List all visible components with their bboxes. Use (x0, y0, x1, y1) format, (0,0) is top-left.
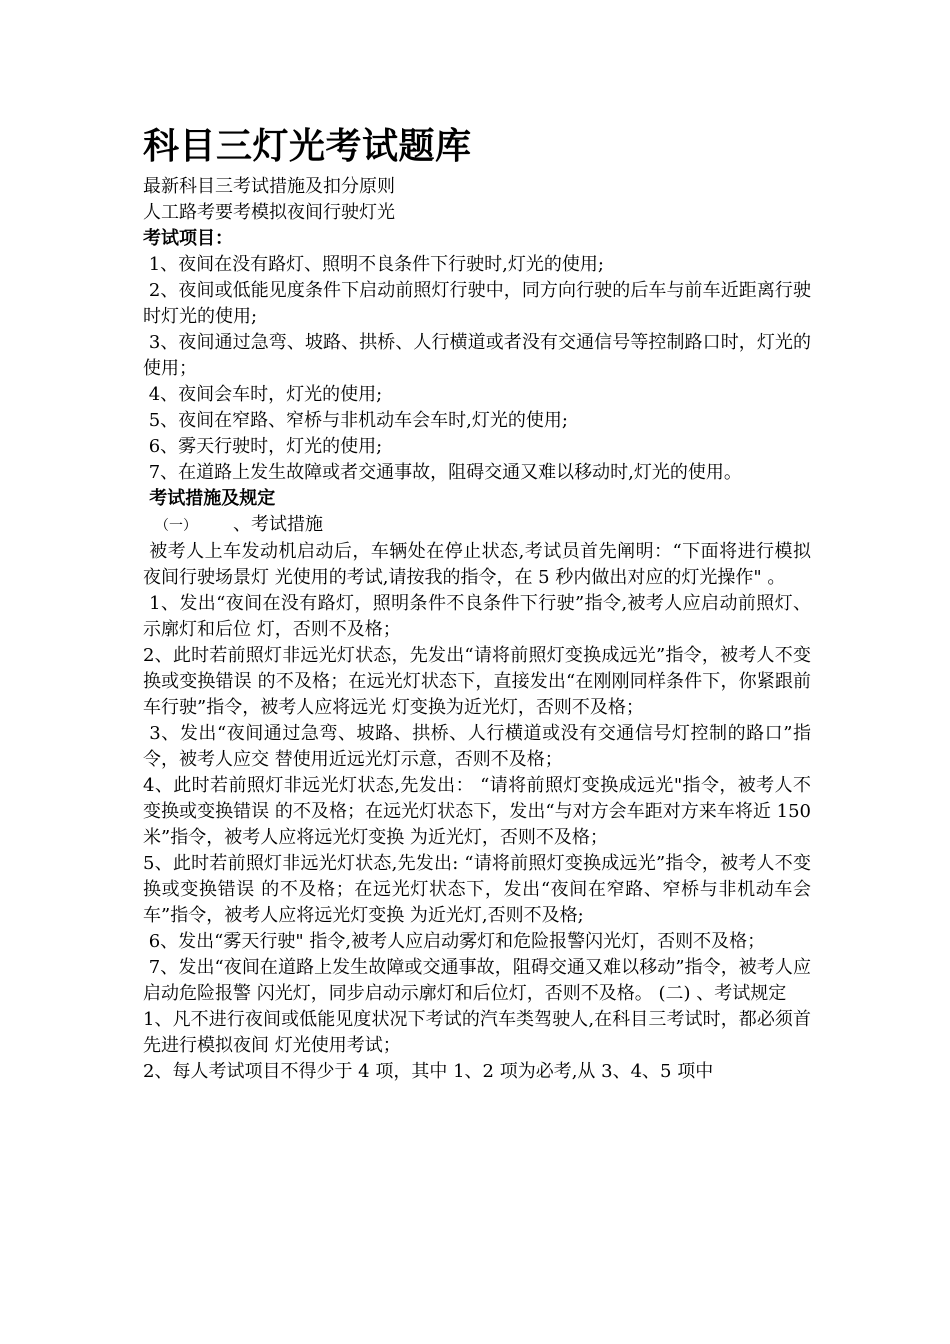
measures-paragraph: 7、发出“夜间在道路上发生故障或交通事故，阻碍交通又难以移动”指令，被考人应启动危险报警 闪光灯，同步启动示廓灯和后位灯，否则不及格。 (二) 、考试规定 (143, 957, 811, 1004)
exam-item: 3、夜间通过急弯、坡路、拱桥、人行横道或者没有交通信号等控制路口时，灯光的使用； (143, 332, 811, 379)
section-heading (143, 512, 811, 539)
measures-paragraph: 3、发出“夜间通过急弯、坡路、拱桥、人行横道或没有交通信号灯控制的路口”指令，被考人应交 替使用近远光灯示意，否则不及格； (143, 723, 811, 770)
exam-items-heading: 考试项目： (143, 228, 233, 249)
exam-item: 2、夜间或低能见度条件下启动前照灯行驶中，同方向行驶的后车与前车近距离行驶时灯光的使用; (143, 280, 811, 327)
measures-paragraph: 2、此时若前照灯非远光灯状态，先发出“请将前照灯变换成远光”指令，被考人不变换或变换错误 的不及格；在远光灯状态下，直接发出“在刚刚同样条件下，你紧跟前车行驶”指令，被考人应将远光 灯变换为近光灯，否则不及格； (143, 645, 811, 718)
measures-paragraph: 1、凡不进行夜间或低能见度状况下考试的汽车类驾驶人,在科目三考试时，都必须首先进行模拟夜间 灯光使用考试； (143, 1009, 811, 1056)
section-title: 、考试措施 (233, 514, 323, 535)
section-number: （一） (155, 518, 197, 534)
measures-paragraph: 4、此时若前照灯非远光灯状态,先发出： “请将前照灯变换成远光"指令，被考人不变换或变换错误 的不及格；在远光灯状态下，发出“与对方会车距对方来车将近 150 米”指令，被考人应将远光灯变换 为近光灯，否则不及格； (143, 775, 817, 848)
exam-item: 4、夜间会车时，灯光的使用; (143, 384, 383, 405)
measures-heading: 考试措施及规定 (143, 488, 276, 509)
measures-paragraph: 5、此时若前照灯非远光灯状态,先发出: “请将前照灯变换成远光”指令，被考人不变换或变换错误 的不及格；在远光灯状态下，发出“夜间在窄路、窄桥与非机动车会车”指令，被考人应将远光灯变换 为近光灯,否则不及格; (143, 853, 811, 926)
exam-item: 7、在道路上发生故障或者交通事故，阻碍交通又难以移动时,灯光的使用。 (143, 462, 742, 483)
document-page (143, 118, 817, 1328)
exam-item: 6、雾天行驶时，灯光的使用; (143, 436, 383, 457)
measures-paragraph: 1、发出“夜间在没有路灯，照明条件不良条件下行驶”指令,被考人应启动前照灯、示廓灯和后位 灯，否则不及格； (143, 593, 811, 640)
exam-item: 1、夜间在没有路灯、照明不良条件下行驶时,灯光的使用; (143, 254, 604, 275)
measures-paragraph: 2、每人考试项目不得少于 4 项，其中 1、2 项为必考,从 3、4、5 项中 (143, 1061, 714, 1082)
document-title: 科目三灯光考试题库 (143, 125, 472, 167)
exam-item: 5、夜间在窄路、窄桥与非机动车会车时,灯光的使用; (143, 410, 568, 431)
subtitle-line-2: 人工路考要考模拟夜间行驶灯光 (143, 202, 395, 223)
measures-paragraph: 被考人上车发动机启动后，车辆处在停止状态,考试员首先阐明：“下面将进行模拟夜间行驶场景灯 光使用的考试,请按我的指令，在 5 秒内做出对应的灯光操作" 。 (143, 541, 811, 588)
measures-paragraph: 6、发出“雾天行驶" 指令,被考人应启动雾灯和危险报警闪光灯，否则不及格； (143, 931, 766, 952)
subtitle-line-1: 最新科目三考试措施及扣分原则 (143, 176, 395, 197)
